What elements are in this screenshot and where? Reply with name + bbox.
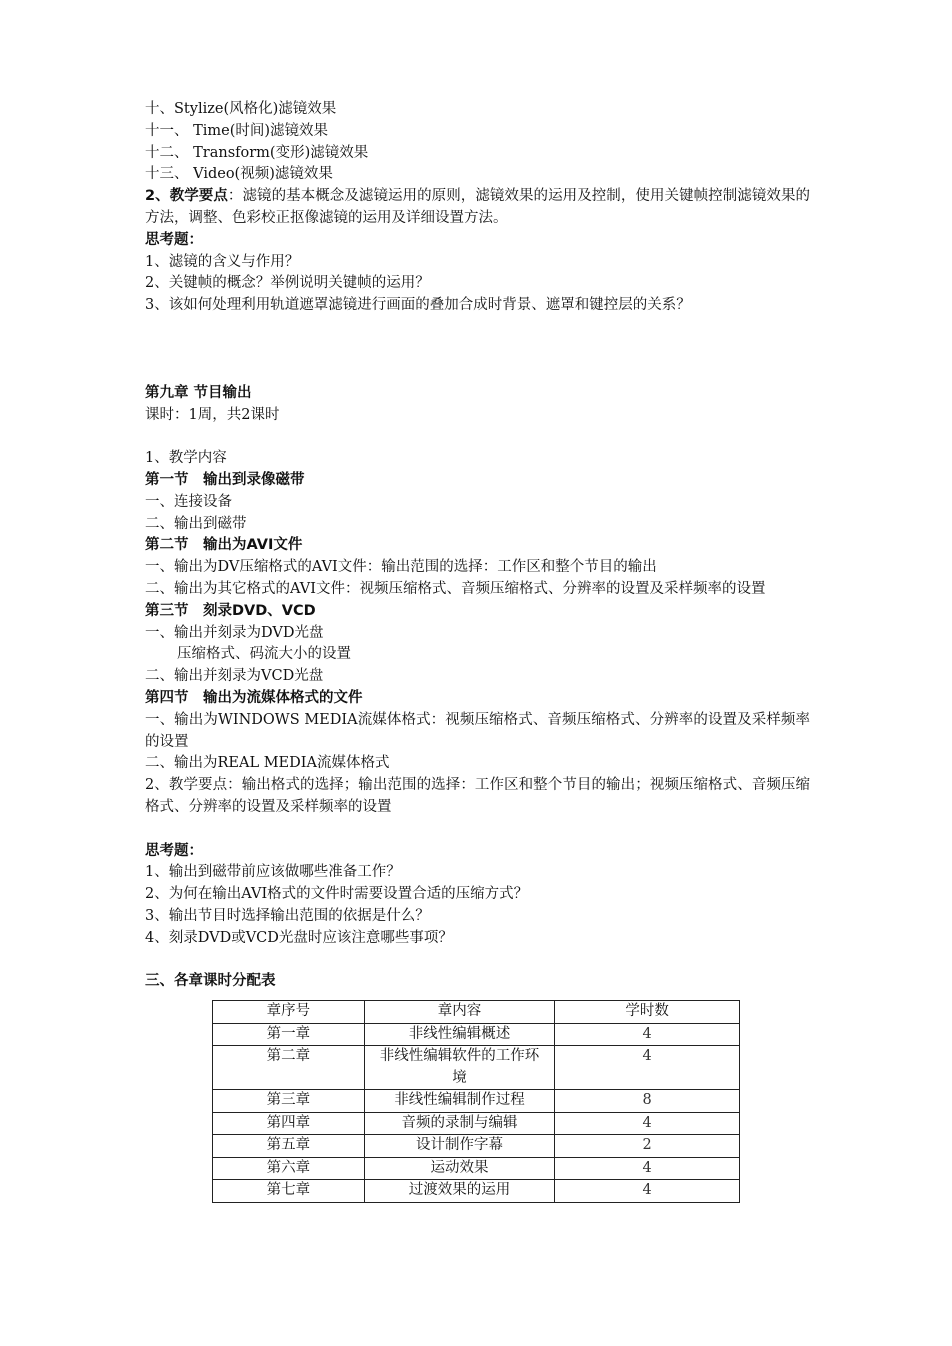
content-cell: 音频的录制与编辑 [364, 1112, 555, 1135]
chapter-cell: 第六章 [213, 1157, 365, 1180]
hours-cell: 4 [555, 1180, 740, 1203]
chapter-cell: 第五章 [213, 1135, 365, 1158]
content-cell: 非线性编辑软件的工作环境 [364, 1046, 555, 1090]
section-title: 第二节 输出为AVI文件 [145, 537, 303, 554]
hours-cell: 2 [555, 1135, 740, 1158]
column-header: 章序号 [213, 1001, 365, 1024]
section-title: 第三节 刻录DVD、VCD [145, 602, 316, 619]
ch8-question: 1、滤镜的含义与作用？ [145, 253, 300, 270]
ch8-question: 2、关键帧的概念？举例说明关键帧的运用？ [145, 275, 430, 292]
ch8-questions-heading: 思考题： [145, 231, 203, 248]
ch8-question: 3、该如何处理利用轨道遮罩滤镜进行画面的叠加合成时背景、遮罩和键控层的关系？ [145, 297, 691, 314]
filter-item: 十二、 Transform(变形)滤镜效果 [145, 144, 369, 161]
section-item: 一、输出并刻录为DVD光盘 [145, 624, 324, 641]
document-body [145, 99, 810, 993]
section-title: 第四节 输出为流媒体格式的文件 [145, 689, 363, 706]
section-item: 二、输出并刻录为VCD光盘 [145, 668, 324, 685]
filter-item: 十三、 Video(视频)滤镜效果 [145, 166, 333, 183]
ch8-key-points [145, 186, 810, 230]
table-row [213, 1157, 740, 1180]
hours-cell: 4 [555, 1157, 740, 1180]
table-row [213, 1090, 740, 1113]
content-cell: 设计制作字幕 [364, 1135, 555, 1158]
chapter-cell: 第二章 [213, 1046, 365, 1090]
chapter-cell: 第三章 [213, 1090, 365, 1113]
section-item: 二、输出为REAL MEDIA流媒体格式 [145, 755, 390, 772]
section-item: 一、输出为WINDOWS MEDIA流媒体格式：视频压缩格式、音频压缩格式、分辨率的设置及采样频率的设置 [145, 711, 810, 750]
filter-item: 十一、 Time(时间)滤镜效果 [145, 122, 329, 139]
column-header: 章内容 [364, 1001, 555, 1024]
ch8-key-points-text: ：滤镜的基本概念及滤镜运用的原则，滤镜效果的运用及控制，使用关键帧控制滤镜效果的方法，调整、色彩校正抠像滤镜的运用及详细设置方法。 [145, 188, 811, 226]
section-title: 第一节 输出到录像磁带 [145, 471, 305, 488]
allocation-heading: 三、各章课时分配表 [145, 973, 276, 990]
hours-cell: 4 [555, 1023, 740, 1046]
ch9-question: 3、输出节目时选择输出范围的依据是什么？ [145, 907, 430, 924]
table-row [213, 1046, 740, 1090]
hours-cell: 4 [555, 1046, 740, 1090]
ch9-key-points: 2、教学要点：输出格式的选择；输出范围的选择：工作区和整个节目的输出；视频压缩格式、音频压缩格式、分辨率的设置及采样频率的设置 [145, 777, 810, 815]
ch9-questions-heading: 思考题： [145, 842, 203, 859]
ch8-key-points-label: 2、教学要点 [145, 188, 228, 205]
table-row [213, 1112, 740, 1135]
chapter-cell: 第七章 [213, 1180, 365, 1203]
table-row [213, 1135, 740, 1158]
column-header: 学时数 [555, 1001, 740, 1024]
chapter-cell: 第一章 [213, 1023, 365, 1046]
content-cell: 过渡效果的运用 [364, 1180, 555, 1203]
section-item: 一、输出为DV压缩格式的AVI文件：输出范围的选择：工作区和整个节目的输出 [145, 559, 657, 576]
content-cell: 运动效果 [364, 1157, 555, 1180]
chapter-cell: 第四章 [213, 1112, 365, 1135]
table-header-row [213, 1001, 740, 1024]
hours-cell: 4 [555, 1112, 740, 1135]
ch9-question: 2、为何在输出AVI格式的文件时需要设置合适的压缩方式？ [145, 886, 529, 903]
table-row [213, 1180, 740, 1203]
chapter-title: 第九章 节目输出 [145, 384, 252, 401]
table-row [213, 1023, 740, 1046]
ch9-question: 4、刻录DVD或VCD光盘时应该注意哪些事项？ [145, 929, 453, 946]
ch9-question: 1、输出到磁带前应该做哪些准备工作？ [145, 864, 401, 881]
section-item: 一、连接设备 [145, 493, 232, 510]
section-item: 二、输出为其它格式的AVI文件：视频压缩格式、音频压缩格式、分辨率的设置及采样频率的设置 [145, 580, 766, 597]
content-cell: 非线性编辑概述 [364, 1023, 555, 1046]
hours-cell: 8 [555, 1090, 740, 1113]
content-label: 1、教学内容 [145, 450, 227, 467]
section-item: 压缩格式、码流大小的设置 [177, 646, 351, 663]
hours-allocation-table [212, 1000, 740, 1203]
chapter-hours: 课时：1周，共2课时 [145, 406, 280, 423]
content-cell: 非线性编辑制作过程 [364, 1090, 555, 1113]
filter-item: 十、Stylize(风格化)滤镜效果 [145, 101, 337, 117]
section-item: 二、输出到磁带 [145, 515, 247, 532]
